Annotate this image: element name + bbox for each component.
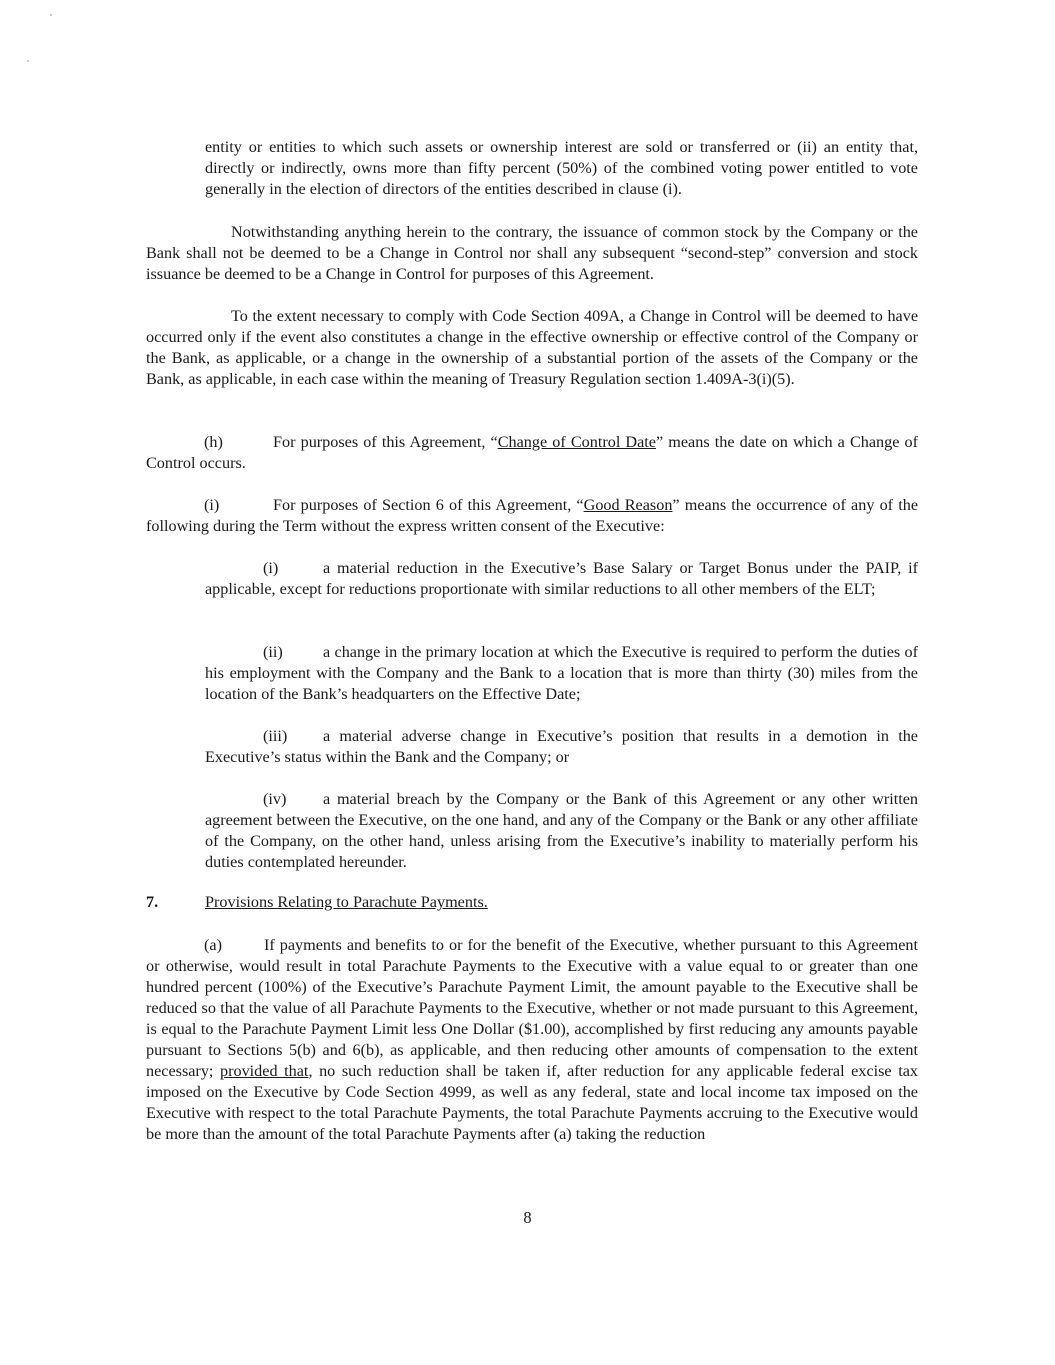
notwithstanding-paragraph [146, 222, 918, 285]
clause-a-text-after: , no such reduction shall be taken if, after reduction for any applicable federal excise tax imposed on the Executive by Code Section 4999, as well as any federal, state and local income tax imposed on the Executive with respect to the total Parachute Payments, the total Parachute Payments accruing to the Executive would be more than the amount of the total Parachute Payments after (a) taking the reduction [146, 1062, 918, 1143]
proviso-term: provided that [220, 1062, 309, 1080]
subclause-text: a change in the primary location at which the Executive is required to perform the duties of his employment with the Company and the Bank to a location that is more than thirty (30) miles from the location of the Bank’s headquarters on the Effective Date; [205, 643, 918, 703]
clause-a-label: (a) [204, 936, 222, 954]
clause-h-text-after: ” means the date on which a Change of Control occurs. [146, 433, 918, 472]
defined-term-change-of-control-date: Change of Control Date [497, 433, 656, 451]
subclause-label: (ii) [263, 643, 283, 661]
clause-h-label: (h) [204, 433, 223, 451]
subclause-text: a material breach by the Company or the Bank of this Agreement or any other written agreement between the Executive, on the one hand, and any of the Company or the Bank or any other affiliate of the Company, on the other hand, unless arising from the Executive’s inability to materially perform his duties contemplated hereunder. [205, 790, 918, 871]
scan-speck [50, 14, 52, 16]
clause-i-text-before: For purposes of Section 6 of this Agreement, “ [273, 496, 584, 514]
section-409a-paragraph [146, 306, 918, 390]
subclause-text: a material adverse change in Executive’s position that results in a demotion in the Executive’s status within the Bank and the Company; or [205, 727, 918, 766]
subclause-label: (iii) [263, 727, 288, 745]
subclause-label: (i) [263, 559, 279, 577]
defined-term-good-reason: Good Reason [583, 496, 673, 514]
clause-i-label: (i) [204, 496, 220, 514]
subclause-i [205, 558, 918, 600]
notwithstanding-text: Notwithstanding anything herein to the contrary, the issuance of common stock by the Company or the Bank shall not be deemed to be a Change in Control nor shall any subsequent “second-step” conversion and stock issuance be deemed to be a Change in Control for purposes of this Agreement. [146, 223, 918, 283]
section-409a-text: To the extent necessary to comply with Code Section 409A, a Change in Control will be deemed to have occurred only if the event also constitutes a change in the effective ownership or effective control of the Company or the Bank, as applicable, or a change in the ownership of a substantial portion of the assets of the Company or the Bank, as applicable, in each case within the meaning of Treasury Regulation section 1.409A-3(i)(5). [146, 307, 918, 388]
section-7-heading [146, 892, 926, 913]
scan-speck [27, 60, 29, 62]
page-number: 8 [523, 1208, 532, 1227]
subclause-iii [205, 726, 918, 768]
clause-i-text-after: ” means the occurrence of any of the following during the Term without the express written consent of the Executive: [146, 496, 919, 535]
continuation-text: entity or entities to which such assets or ownership interest are sold or transferred or (ii) an entity that, directly or indirectly, owns more than fifty percent (50%) of the combined voting power entitled to vote generally in the election of directors of the entities described in clause (i). [205, 138, 918, 198]
subclause-ii [205, 642, 918, 705]
continuation-paragraph [205, 137, 918, 200]
clause-h-text-before: For purposes of this Agreement, “ [273, 433, 498, 451]
clause-a [146, 935, 918, 1145]
clause-i [146, 495, 918, 537]
subclause-label: (iv) [263, 790, 287, 808]
section-title: Provisions Relating to Parachute Payments. [205, 893, 488, 911]
subclause-iv [205, 789, 918, 873]
section-number: 7. [146, 893, 159, 911]
clause-a-text-before: If payments and benefits to or for the benefit of the Executive, whether pursuant to this Agreement or otherwise, would result in total Parachute Payments to the Executive with a value equal to or greater than one hundred percent (100%) of the Executive’s Parachute Payment Limit, the amount payable to the Executive shall be reduced so that the value of all Parachute Payments to the Executive, whether or not made pursuant to this Agreement, is equal to the Parachute Payment Limit less One Dollar ($1.00), accomplished by first reducing any amounts payable pursuant to Sections 5(b) and 6(b), as applicable, and then reducing other amounts of compensation to the extent necessary; [146, 936, 918, 1080]
subclause-text: a material reduction in the Executive’s Base Salary or Target Bonus under the PAIP, if applicable, except for reductions proportionate with similar reductions to all other members of the ELT; [205, 559, 918, 598]
clause-h [146, 432, 918, 474]
